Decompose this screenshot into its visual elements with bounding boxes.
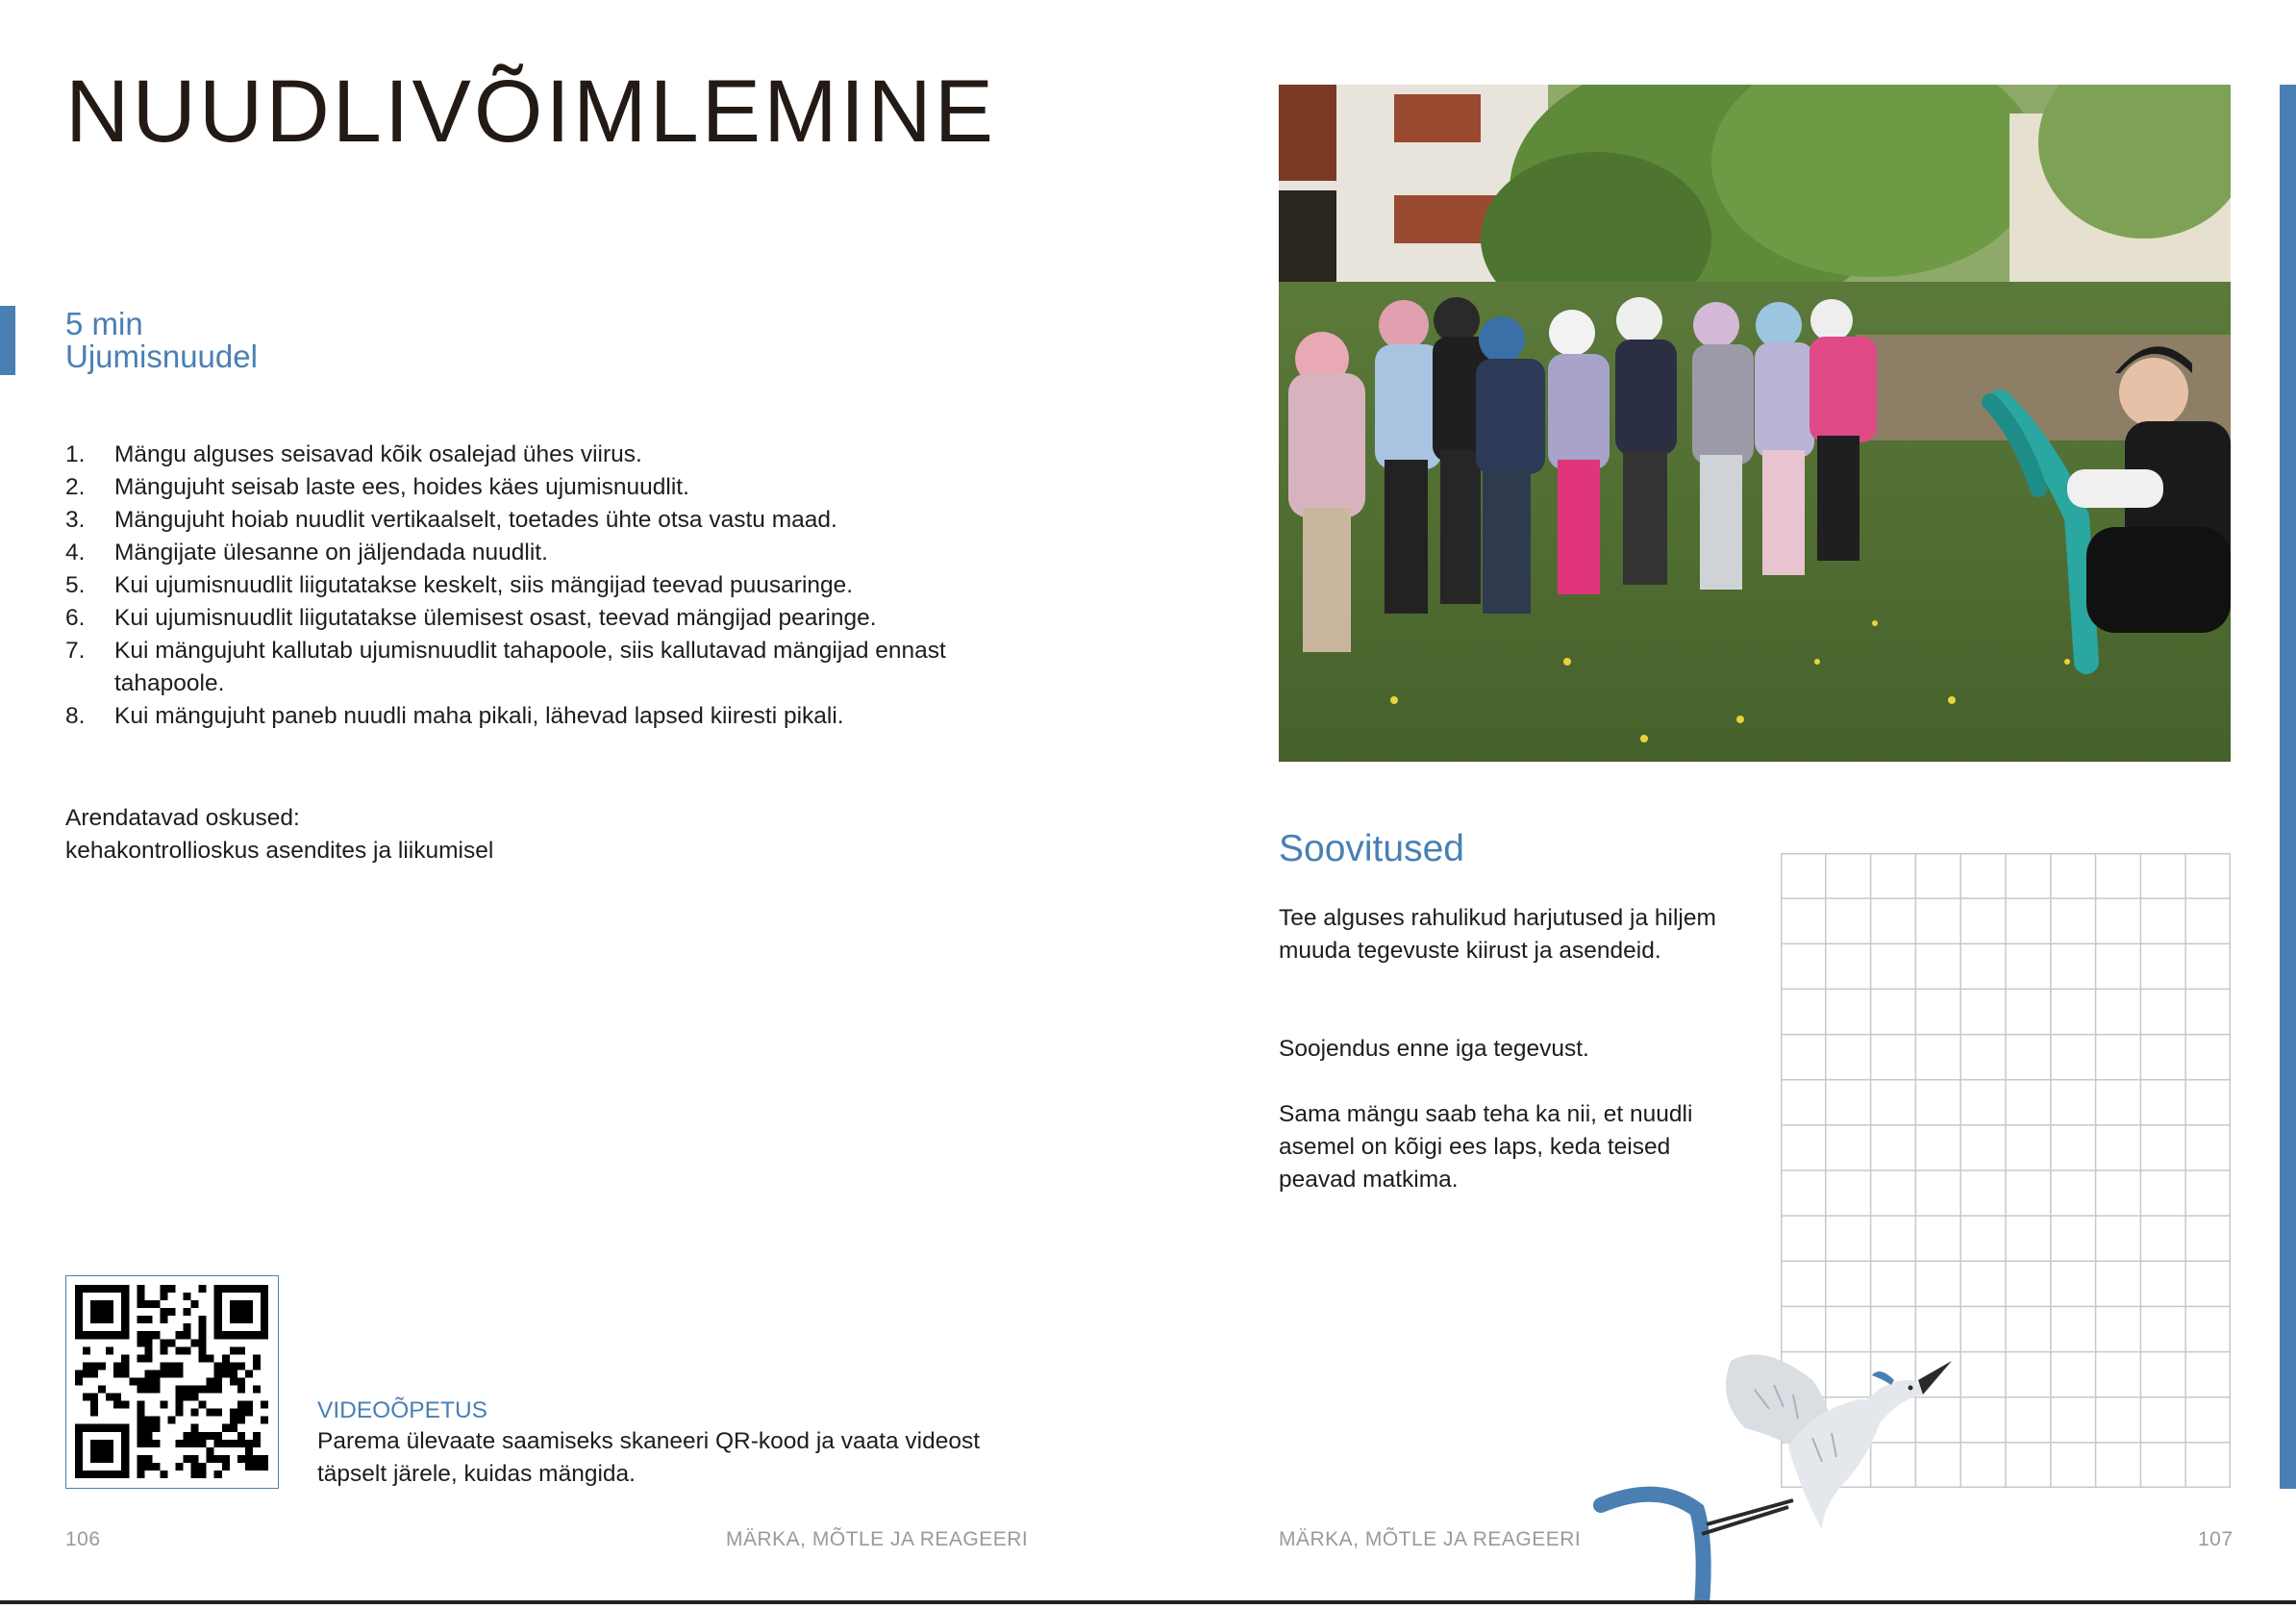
video-tutorial-text: Parema ülevaate saamiseks skaneeri QR-kood ja vaata videost täpselt järele, kuidas mängida.	[317, 1428, 981, 1487]
list-item: 5. Kui ujumisnuudlit liigutatakse keskelt, siis mängijad teevad puusaringe.	[65, 572, 854, 598]
list-item: 2. Mängujuht seisab laste ees, hoides käes ujumisnuudlit.	[65, 474, 689, 500]
qr-code-icon	[75, 1285, 268, 1478]
activity-photo	[1279, 85, 2231, 762]
video-tutorial-label: VIDEOÕPETUS	[317, 1397, 487, 1423]
list-item: 4. Mängijate ülesanne on jäljendada nuudlit.	[65, 540, 548, 566]
list-item: 6. Kui ujumisnuudlit liigutatakse ülemisest osast, teevad mängijad pearinge.	[65, 605, 877, 631]
page-title: NUUDLIVÕIMLEMINE	[65, 63, 997, 161]
recommendations-title: Soovitused	[1279, 828, 1464, 869]
skills-value: kehakontrollioskus asendites ja liikumisel	[65, 838, 494, 864]
list-item: 3. Mängujuht hoiab nuudlit vertikaalselt, toetades ühte otsa vastu maad.	[65, 507, 837, 533]
page-number-right: 107	[2198, 1528, 2234, 1550]
recommendation-paragraph: Tee alguses rahulikud harjutused ja hiljem muuda tegevuste kiirust ja asendeid.	[1279, 905, 1716, 964]
skills-label: Arendatavad oskused:	[65, 805, 300, 831]
activity-equipment: Ujumisnuudel	[65, 339, 258, 374]
recommendation-paragraph: Soojendus enne iga tegevust.	[1279, 1036, 1589, 1062]
page-number-left: 106	[65, 1528, 101, 1550]
instruction-list	[65, 439, 1027, 733]
list-item: 8. Kui mängujuht paneb nuudli maha pikali, lähevad lapsed kiiresti pikali.	[65, 703, 844, 729]
footer-title-left: MÄRKA, MÕTLE JA REAGEERI	[726, 1528, 1029, 1550]
list-item: 7. Kui mängujuht kallutab ujumisnuudlit tahapoole, siis kallutavad mängijad ennast tahapoole.	[65, 638, 946, 696]
list-item: 1. Mängu alguses seisavad kõik osalejad ühes viirus.	[65, 441, 642, 467]
qr-code[interactable]	[65, 1275, 279, 1489]
recommendation-paragraph: Sama mängu saab teha ka nii, et nuudli asemel on kõigi ees laps, keda teised peavad matkima.	[1279, 1101, 1693, 1193]
bottom-border	[0, 1600, 2296, 1604]
page-edge-bar	[2280, 85, 2296, 1489]
heron-bird-illustration	[1591, 1342, 1957, 1604]
activity-duration: 5 min	[65, 306, 143, 341]
footer-title-right: MÄRKA, MÕTLE JA REAGEERI	[1279, 1528, 1582, 1550]
section-tab-marker	[0, 306, 15, 375]
